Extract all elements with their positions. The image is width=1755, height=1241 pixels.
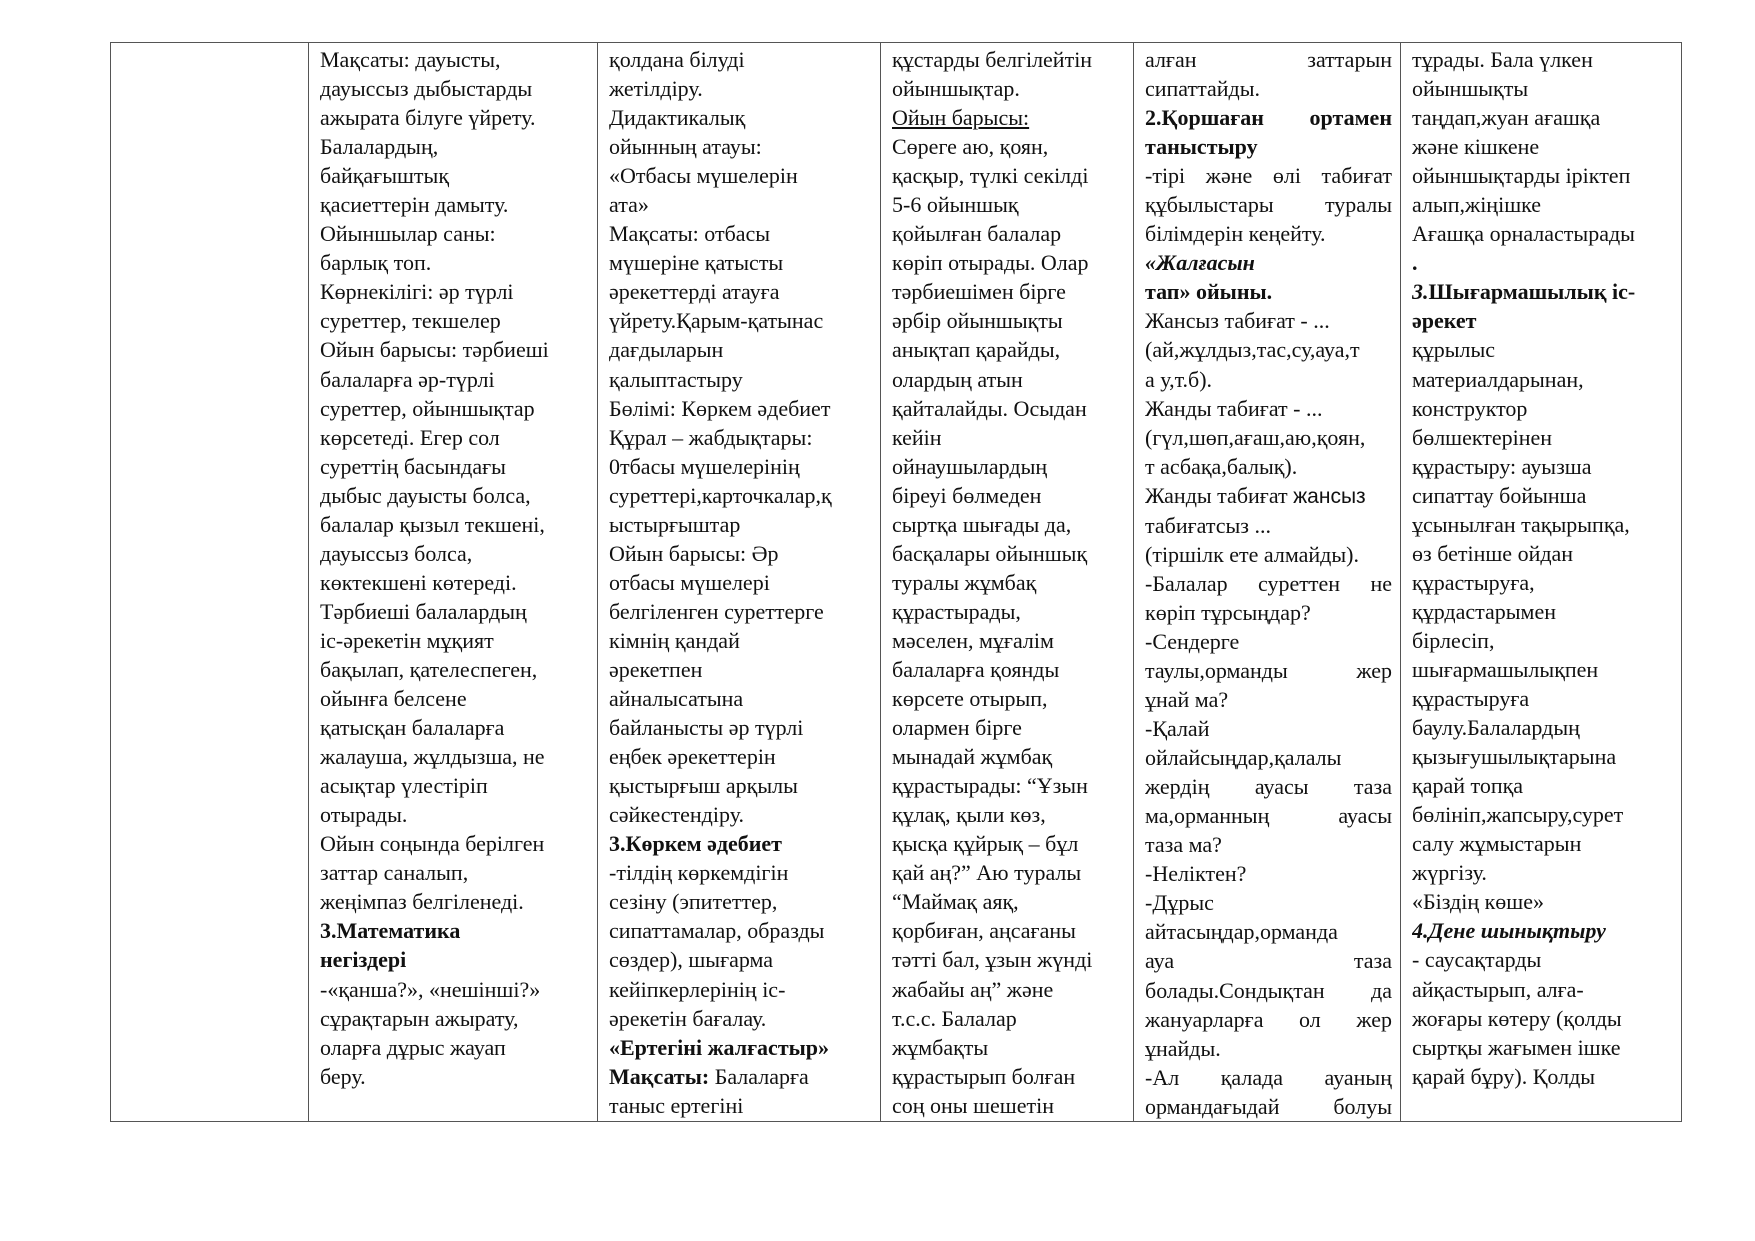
table-cell-creative (1401, 43, 1682, 1122)
text-line: Көрнекілігі: әр түрлі (320, 279, 514, 305)
text-line: 0тбасы мүшелерінің (609, 453, 800, 479)
table-cell-family-game (598, 43, 881, 1122)
text-line: қарай бұру). Қолды (1412, 1063, 1596, 1089)
text-line: ұнай ма? (1145, 687, 1229, 713)
text-line: тап» ойыны. (1145, 279, 1273, 305)
text-line: үйрету.Қарым-қатынас (609, 308, 824, 334)
text-line: іс-әрекетін мұқият (320, 627, 494, 653)
text-line: тәтті бал, ұзын жүнді (892, 947, 1093, 973)
text-line: сипаттайды. (1145, 76, 1261, 102)
text-line: айтасыңдар,орманда (1145, 919, 1338, 945)
text-line: көктекшені көтереді. (320, 569, 517, 595)
text-line: Ойын барысы: Әр (609, 540, 779, 566)
text-line: қойылған балалар (892, 221, 1062, 247)
text-line: қорбиған, аңсағаны (892, 918, 1076, 944)
text-line: Балалардың, (320, 134, 439, 160)
text-line: -Дұрыс (1145, 890, 1214, 916)
text-line: Мақсаты: дауысты, (320, 47, 501, 72)
text-line: құрылыс (1412, 337, 1495, 363)
text-line: асықтар үлестіріп (320, 773, 488, 799)
text-line: мүшеріне қатысты (609, 250, 784, 276)
text-line: алған заттарын (1145, 47, 1392, 72)
text-line: -Балалар суреттен не (1145, 570, 1392, 596)
text-line: қызығушылықтарына (1412, 744, 1617, 770)
text-line: көріп отырады. Олар (892, 250, 1089, 276)
text-line: қарай топқа (1412, 773, 1524, 799)
text-line: тәрбиешімен бірге (892, 279, 1066, 305)
text-line: отырады. (320, 802, 408, 828)
text-line: «Біздің көше» (1412, 889, 1545, 915)
text-line: ажырата білуге үйрету. (320, 105, 536, 131)
text-line: белгіленген суреттерге (609, 598, 824, 624)
text-line: ұсынылған тақырыпқа, (1412, 511, 1630, 537)
text-line: суреттер, текшелер (320, 308, 501, 334)
text-line: жабайы аң” және (892, 976, 1054, 1002)
text-line: құрастыруға, (1412, 569, 1535, 595)
text-line: олардың атын (892, 366, 1023, 392)
text-line: сипаттамалар, образды (609, 918, 825, 944)
text-line: таулы,орманды жер (1145, 657, 1392, 683)
text-line: сұрақтарын ажырату, (320, 1005, 519, 1031)
text-line: Бөлімі: Көркем әдебиет (609, 395, 831, 421)
text-line: сыртқы жағымен ішке (1412, 1034, 1621, 1060)
text-line: жетілдіру. (609, 76, 703, 102)
text-line: «Ертегіні жалғастыр» (609, 1034, 830, 1060)
text-line: соң оны шешетін (892, 1092, 1055, 1118)
text-line: кімнің қандай (609, 627, 740, 653)
text-line: отбасы мүшелері (609, 569, 770, 595)
text-line: Ойыншылар саны: (320, 221, 496, 247)
text-line: ата» (609, 192, 649, 218)
text-line: дыбыс дауысты болса, (320, 482, 531, 508)
text-line: бөлініп,жапсыру,сурет (1412, 802, 1624, 828)
text-line: құрастырып болған (892, 1063, 1076, 1089)
text-line: білімдерін кеңейту. (1145, 221, 1326, 247)
text-line: “Маймақ аяқ, (892, 889, 1019, 915)
text-line: бөлшектерінен (1412, 424, 1553, 450)
text-line: салу жұмыстарын (1412, 831, 1582, 857)
text-line: Мақсаты: отбасы (609, 221, 771, 247)
text-line: ұнайды. (1145, 1035, 1221, 1061)
text-line: құлақ, қыли көз, (892, 802, 1046, 828)
text-line: суреттер, ойыншықтар (320, 395, 535, 421)
text-line: басқалары ойыншық (892, 540, 1088, 566)
text-line: (ай,жұлдыз,тас,су,ауа,т (1145, 337, 1360, 363)
text-line: құстарды белгілейтін (892, 47, 1093, 72)
text-line: сөздер), шығарма (609, 947, 774, 973)
text-line: оларға дұрыс жауап (320, 1034, 506, 1060)
text-line: айналысатына (609, 686, 744, 712)
text-line: Жанды табиғат - ... (1145, 395, 1323, 421)
text-line: сәйкестендіру. (609, 802, 744, 828)
text-line: -Ал қалада ауаның (1145, 1064, 1392, 1090)
text-line: алып,жіңішке (1412, 192, 1542, 218)
text-line: а у,т.б). (1145, 366, 1213, 392)
text-line: «Жалғасын (1145, 250, 1255, 276)
text-line: Дидактикалық (609, 105, 746, 131)
text-line: Ойын соңында берілген (320, 831, 545, 857)
text-line: ойынға белсене (320, 686, 467, 712)
text-line: анықтап қарайды, (892, 337, 1061, 363)
table-cell-empty (111, 43, 309, 1122)
text-line: таза ма? (1145, 832, 1222, 858)
text-line: сипаттау бойынша (1412, 482, 1587, 508)
text-line: барлық топ. (320, 250, 432, 276)
text-line: тұрады. Бала үлкен (1412, 47, 1593, 72)
text-line: жердің ауасы таза (1145, 774, 1392, 800)
text-line: негіздері (320, 947, 407, 973)
text-line: қатысқан балаларға (320, 715, 505, 741)
text-line: ойыншықты (1412, 76, 1529, 102)
text-line: болады.Сондықтан да (1145, 977, 1392, 1003)
text-line: балалар қызыл текшені, (320, 511, 545, 537)
text-line: (тіршілк ете алмайды). (1145, 541, 1359, 567)
text-line: әрекет (1412, 308, 1477, 334)
text-line: Жанды табиғат жансыз (1145, 482, 1366, 508)
text-line: байқағыштық (320, 163, 450, 189)
text-line: құбылыстары туралы (1145, 192, 1392, 218)
text-line: кейіпкерлерінің іс- (609, 976, 786, 1002)
text-line: «Отбасы мүшелерін (609, 163, 798, 189)
text-line: баулу.Балалардың (1412, 715, 1580, 741)
text-line: таңдап,жуан ағашқа (1412, 105, 1601, 131)
text-line: көрсете отырып, (892, 686, 1048, 712)
text-line: мынадай жұмбақ (892, 744, 1053, 770)
text-line: құрастырады: “Ұзын (892, 773, 1088, 799)
text-line: -Неліктен? (1145, 861, 1247, 887)
lesson-plan-table (110, 42, 1682, 1122)
text-line: қолдана білуді (609, 47, 745, 72)
text-line: мәселен, мұғалім (892, 627, 1054, 653)
text-line: біреуі бөлмеден (892, 482, 1042, 508)
text-line: ыстырғыштар (609, 511, 741, 537)
text-line: айқастырып, алға- (1412, 976, 1584, 1002)
text-line: суреттің басындағы (320, 453, 506, 479)
table-cell-nature (1134, 43, 1401, 1122)
text-line: балаларға әр-түрлі (320, 366, 495, 392)
text-line: дауыссыз болса, (320, 540, 473, 566)
text-line: ормандағыдай болуы (1145, 1093, 1392, 1119)
text-line: құрастырады, (892, 598, 1021, 624)
text-line: қасиеттерін дамыту. (320, 192, 509, 218)
text-line: ойыншықтарды іріктеп (1412, 163, 1631, 189)
text-line: таныстыру (1145, 134, 1258, 160)
text-line: әрекетін бағалау. (609, 1005, 767, 1031)
text-line: жалауша, жұлдызша, не (320, 744, 545, 770)
text-line: заттар саналып, (320, 860, 469, 886)
text-line: балаларға қоянды (892, 656, 1060, 682)
text-line: сыртқа шығады да, (892, 511, 1072, 537)
text-line: 3.Шығармашылық іс- (1412, 279, 1636, 305)
text-line: ойынның атауы: (609, 134, 762, 160)
text-line: (гүл,шөп,ағаш,аю,қоян, (1145, 424, 1366, 450)
text-line: Ойын барысы: (892, 105, 1030, 131)
text-line: 5-6 ойыншық (892, 192, 1019, 218)
text-line: қыстырғыш арқылы (609, 773, 798, 799)
text-line: т асбақа,балық). (1145, 453, 1298, 479)
text-line: көрсетеді. Егер сол (320, 424, 500, 450)
text-line: қалыптастыру (609, 366, 743, 392)
text-line: дағдыларын (609, 337, 724, 363)
text-line: қайталайды. Осыдан (892, 395, 1087, 421)
text-line: әрекетпен (609, 656, 703, 682)
text-line: -тілдің көркемдігін (609, 860, 789, 886)
text-line: Жансыз табиғат - ... (1145, 308, 1330, 334)
text-line: олармен бірге (892, 715, 1022, 741)
text-line: 4.Дене шынықтыру (1412, 918, 1606, 944)
text-line: өз бетінше ойдан (1412, 540, 1574, 566)
text-line: еңбек әрекеттерін (609, 744, 776, 770)
text-line: құрастыруға (1412, 686, 1530, 712)
table-row (111, 43, 1682, 1122)
text-line: т.с.с. Балалар (892, 1005, 1017, 1031)
text-line: конструктор (1412, 395, 1528, 421)
text-line: ойнаушылардың (892, 453, 1048, 479)
text-line: шығармашылықпен (1412, 656, 1599, 682)
text-line: дауыссыз дыбыстарды (320, 76, 533, 102)
text-line: -Сендерге (1145, 628, 1240, 654)
text-line: 2.Қоршаған ортамен (1145, 105, 1392, 131)
text-line: әрекеттерді атауға (609, 279, 780, 305)
table-cell-language-game (309, 43, 598, 1122)
table-cell-toy-riddles (881, 43, 1134, 1122)
text-line: қысқа құйрық – бұл (892, 831, 1079, 857)
text-line: Тәрбиеші балалардың (320, 598, 527, 624)
text-line: Ағашқа орналастырады (1412, 221, 1635, 247)
text-line: жүргізу. (1412, 860, 1487, 886)
text-line: беру. (320, 1063, 366, 1089)
text-line: байланысты әр түрлі (609, 715, 804, 741)
text-line: 3.Көркем әдебиет (609, 831, 782, 857)
text-line: Сөреге аю, қоян, (892, 134, 1049, 160)
text-line: жануарларға ол жер (1145, 1006, 1392, 1032)
text-line: қасқыр, түлкі секілді (892, 163, 1089, 189)
text-line: туралы жұмбақ (892, 569, 1037, 595)
text-line: таныс ертегіні (609, 1092, 744, 1118)
text-line: ма,орманның ауасы (1145, 803, 1392, 829)
text-line: -Қалай (1145, 716, 1210, 742)
text-line: - саусақтарды (1412, 947, 1542, 973)
text-line: материалдарынан, (1412, 366, 1584, 392)
text-line: бақылап, қателеспеген, (320, 656, 538, 682)
text-line: әрбір ойыншықты (892, 308, 1063, 334)
text-line: ойыншықтар. (892, 76, 1020, 102)
text-line: . (1412, 250, 1418, 276)
text-line: құрдастарымен (1412, 598, 1557, 624)
text-line: Ойын барысы: тәрбиеші (320, 337, 549, 363)
text-line: 3.Математика (320, 918, 461, 944)
text-line: қай аң?” Аю туралы (892, 860, 1082, 886)
text-line: бірлесіп, (1412, 627, 1495, 653)
text-line: -тірі және өлі табиғат (1145, 163, 1392, 189)
text-line: жеңімпаз белгіленеді. (320, 889, 524, 915)
text-line: сезіну (эпитеттер, (609, 889, 778, 915)
text-line: кейін (892, 424, 942, 450)
text-line: ауа таза (1145, 948, 1392, 974)
text-line: Мақсаты: Балаларға (609, 1063, 809, 1089)
text-line: суреттері,карточкалар,қ (609, 482, 832, 508)
text-line: көріп тұрсыңдар? (1145, 599, 1311, 625)
text-line: табиғатсыз ... (1145, 512, 1271, 538)
text-line: жұмбақты (892, 1034, 989, 1060)
text-line: ойлайсыңдар,қалалы (1145, 745, 1342, 771)
text-line: -«қанша?», «нешінші?» (320, 976, 541, 1002)
text-line: жоғары көтеру (қолды (1412, 1005, 1622, 1031)
text-line: Құрал – жабдықтары: (609, 424, 813, 450)
text-line: және кішкене (1412, 134, 1540, 160)
text-line: құрастыру: ауызша (1412, 453, 1592, 479)
